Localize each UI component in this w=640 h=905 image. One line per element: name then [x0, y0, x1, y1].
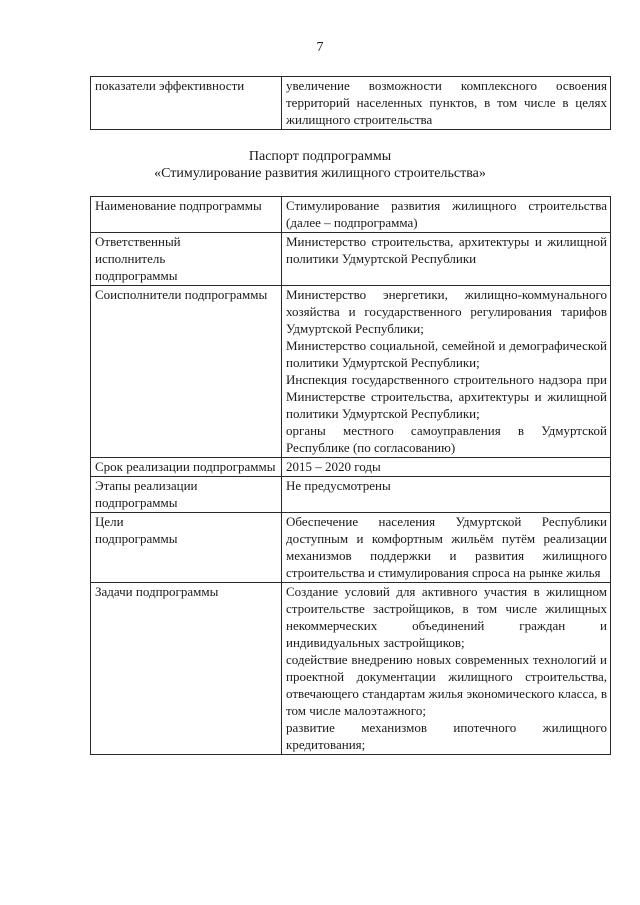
row-paragraph: 2015 – 2020 годы	[286, 459, 381, 474]
table-row	[91, 197, 611, 233]
passport-title-line-1: Паспорт подпрограммы	[248, 149, 392, 164]
table-row	[91, 583, 611, 755]
row-value	[282, 458, 611, 477]
row-paragraph: развитие механизмов ипотечного жилищного кредитования;	[286, 720, 607, 752]
row-paragraph: Обеспечение населения Удмуртской Республики доступным и комфортным жильём путём реализации механизмов поддержки и развития жилищного строительства и стимулирования спроса на рынке жилья	[286, 514, 607, 580]
passport-title	[0, 148, 640, 182]
table-row	[91, 513, 611, 583]
table-row	[91, 286, 611, 458]
row-paragraph: Инспекция государственного строительного надзора при Министерстве строительства, архитектуры и жилищной политики Удмуртской Республики;	[286, 372, 607, 421]
row-paragraph: содействие внедрению новых современных технологий и проектной документации жилищного строительства, отвечающего стандартам жилья экономического класса, в том числе малоэтажного;	[286, 652, 607, 718]
row-label: Этапы реализации подпрограммы	[91, 477, 282, 513]
performance-indicators-table	[90, 76, 611, 130]
row-label: показатели эффективности	[91, 77, 282, 130]
table-row	[91, 477, 611, 513]
table-row	[91, 233, 611, 286]
row-value	[282, 286, 611, 458]
passport-title-line-2: «Стимулирование развития жилищного строительства»	[154, 166, 486, 181]
row-paragraph: Министерство энергетики, жилищно-коммунального хозяйства и государственного регулирования тарифов Удмуртской Республики;	[286, 287, 607, 336]
row-value	[282, 233, 611, 286]
row-label: Цели подпрограммы	[91, 513, 282, 583]
row-label: Задачи подпрограммы	[91, 583, 282, 755]
row-paragraph: Создание условий для активного участия в жилищном строительстве застройщиков, в том числе жилищных некоммерческих объединений граждан и индивидуальных застройщиков;	[286, 584, 607, 650]
row-value	[282, 477, 611, 513]
row-paragraph: увеличение возможности комплексного освоения территорий населенных пунктов, в том числе в целях жилищного строительства	[286, 78, 607, 127]
row-value	[282, 513, 611, 583]
row-paragraph: Министерство социальной, семейной и демографической политики Удмуртской Республики;	[286, 338, 607, 370]
row-paragraph: Министерство строительства, архитектуры и жилищной политики Удмуртской Республики	[286, 234, 607, 266]
row-label: Наименование подпрограммы	[91, 197, 282, 233]
subprogram-passport-table	[90, 196, 611, 755]
row-label: Срок реализации подпрограммы	[91, 458, 282, 477]
row-paragraph: органы местного самоуправления в Удмуртской Республике (по согласованию)	[286, 423, 607, 455]
table-row	[91, 77, 611, 130]
row-paragraph: Стимулирование развития жилищного строительства (далее – подпрограмма)	[286, 198, 607, 230]
row-paragraph: Не предусмотрены	[286, 478, 391, 493]
row-value	[282, 583, 611, 755]
row-value	[282, 197, 611, 233]
row-label: Ответственный исполнитель подпрограммы	[91, 233, 282, 286]
row-label: Соисполнители подпрограммы	[91, 286, 282, 458]
table-row	[91, 458, 611, 477]
page-number: 7	[316, 40, 324, 55]
row-value	[282, 77, 611, 130]
